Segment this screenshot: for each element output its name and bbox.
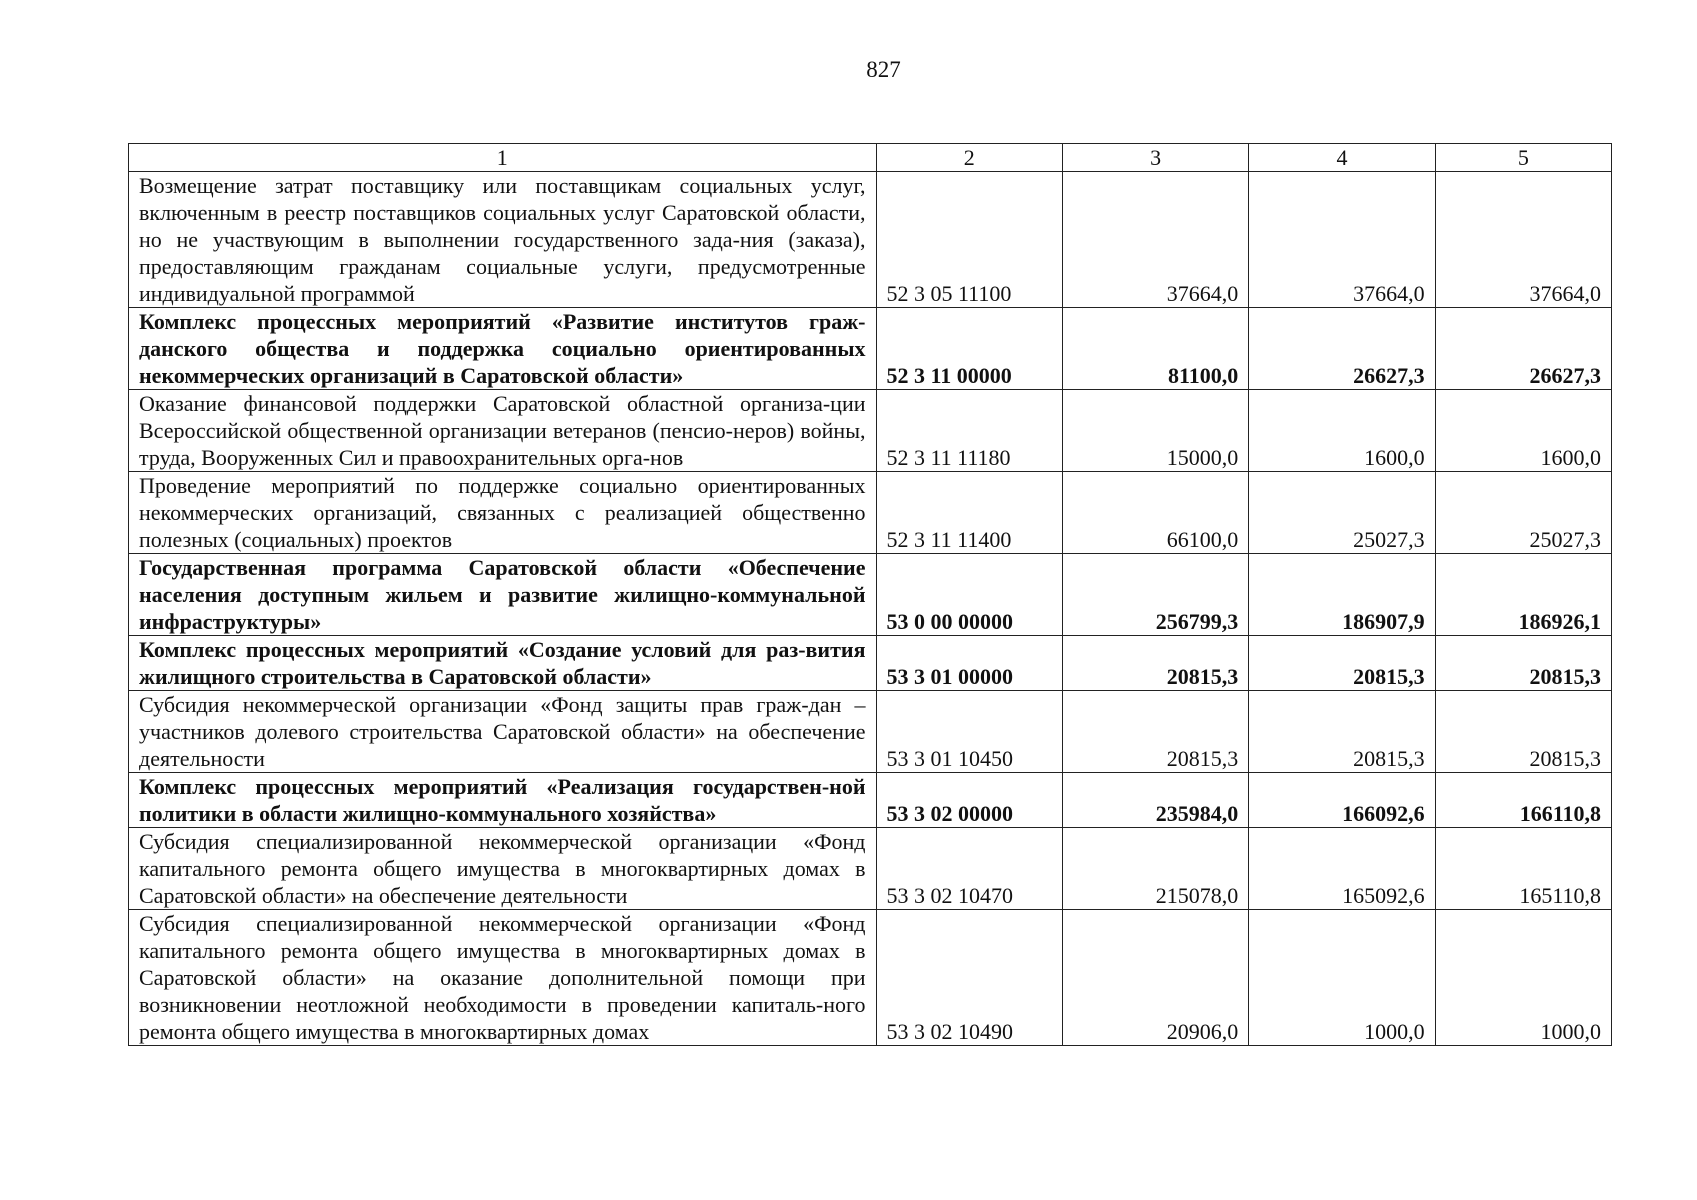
row-description: Оказание финансовой поддержки Саратовской областной организа-ции Всероссийской общественной организации ветеранов (пенсио-неров) войны, труда, Вооруженных Сил и правоохранительных орга-нов (129, 390, 877, 472)
table-body (129, 172, 1612, 1046)
row-value-col3: 81100,0 (1062, 308, 1248, 390)
column-header: 5 (1435, 144, 1611, 172)
row-value-col4: 1600,0 (1249, 390, 1435, 472)
row-code: 52 3 11 11180 (876, 390, 1062, 472)
row-value-col5: 20815,3 (1435, 636, 1611, 691)
row-code: 52 3 11 11400 (876, 472, 1062, 554)
table-row (129, 691, 1612, 773)
row-value-col3: 15000,0 (1062, 390, 1248, 472)
table-row (129, 172, 1612, 308)
row-description: Субсидия специализированной некоммерческой организации «Фонд капитального ремонта общего имущества в многоквартирных домах в Саратовской области» на оказание дополнительной помощи при возникновении неотложной необходимости в проведении капиталь-ного ремонта общего имущества в многоквартирных домах (129, 910, 877, 1046)
row-value-col4: 37664,0 (1249, 172, 1435, 308)
row-code: 52 3 11 00000 (876, 308, 1062, 390)
row-value-col3: 215078,0 (1062, 828, 1248, 910)
row-code: 53 3 02 10490 (876, 910, 1062, 1046)
row-value-col4: 165092,6 (1249, 828, 1435, 910)
row-value-col5: 166110,8 (1435, 773, 1611, 828)
row-code: 53 3 02 10470 (876, 828, 1062, 910)
table-row (129, 554, 1612, 636)
row-description: Возмещение затрат поставщику или поставщикам социальных услуг, включенным в реестр поставщиков социальных услуг Саратовской области, но не участвующим в выполнении государственного зада-ния (заказа), предоставляющим гражданам социальные услуги, предусмотренные индивидуальной программой (129, 172, 877, 308)
row-value-col3: 20815,3 (1062, 636, 1248, 691)
row-value-col4: 25027,3 (1249, 472, 1435, 554)
row-value-col3: 20906,0 (1062, 910, 1248, 1046)
budget-table (128, 143, 1612, 1046)
table-row (129, 910, 1612, 1046)
table-row (129, 828, 1612, 910)
row-value-col3: 256799,3 (1062, 554, 1248, 636)
row-value-col5: 37664,0 (1435, 172, 1611, 308)
row-description: Комплекс процессных мероприятий «Создание условий для раз-вития жилищного строительства в Саратовской области» (129, 636, 877, 691)
row-value-col4: 20815,3 (1249, 636, 1435, 691)
row-description: Комплекс процессных мероприятий «Развитие институтов граж-данского общества и поддержка социально ориентированных некоммерческих организаций в Саратовской области» (129, 308, 877, 390)
row-value-col5: 25027,3 (1435, 472, 1611, 554)
row-value-col4: 20815,3 (1249, 691, 1435, 773)
row-code: 53 3 01 10450 (876, 691, 1062, 773)
table-row (129, 472, 1612, 554)
row-value-col5: 165110,8 (1435, 828, 1611, 910)
column-header: 4 (1249, 144, 1435, 172)
row-code: 52 3 05 11100 (876, 172, 1062, 308)
column-header: 2 (876, 144, 1062, 172)
row-value-col5: 20815,3 (1435, 691, 1611, 773)
column-header: 1 (129, 144, 877, 172)
row-value-col4: 26627,3 (1249, 308, 1435, 390)
table-row (129, 773, 1612, 828)
row-value-col3: 66100,0 (1062, 472, 1248, 554)
row-code: 53 3 01 00000 (876, 636, 1062, 691)
row-code: 53 0 00 00000 (876, 554, 1062, 636)
row-value-col4: 186907,9 (1249, 554, 1435, 636)
table-header-row (129, 144, 1612, 172)
row-description: Субсидия специализированной некоммерческой организации «Фонд капитального ремонта общего имущества в многоквартирных домах в Саратовской области» на обеспечение деятельности (129, 828, 877, 910)
row-value-col3: 235984,0 (1062, 773, 1248, 828)
row-description: Комплекс процессных мероприятий «Реализация государствен-ной политики в области жилищно-коммунального хозяйства» (129, 773, 877, 828)
row-description: Государственная программа Саратовской области «Обеспечение населения доступным жильем и развитие жилищно-коммунальной инфраструктуры» (129, 554, 877, 636)
row-description: Проведение мероприятий по поддержке социально ориентированных некоммерческих организаций, связанных с реализацией общественно полезных (социальных) проектов (129, 472, 877, 554)
row-value-col4: 166092,6 (1249, 773, 1435, 828)
row-value-col5: 1000,0 (1435, 910, 1611, 1046)
table-row (129, 390, 1612, 472)
table-row (129, 636, 1612, 691)
row-code: 53 3 02 00000 (876, 773, 1062, 828)
row-value-col3: 37664,0 (1062, 172, 1248, 308)
row-value-col5: 186926,1 (1435, 554, 1611, 636)
column-header: 3 (1062, 144, 1248, 172)
row-description: Субсидия некоммерческой организации «Фонд защиты прав граж-дан – участников долевого строительства Саратовской области» на обеспечение деятельности (129, 691, 877, 773)
row-value-col5: 26627,3 (1435, 308, 1611, 390)
row-value-col4: 1000,0 (1249, 910, 1435, 1046)
page-number: 827 (866, 57, 901, 82)
table-row (129, 308, 1612, 390)
row-value-col3: 20815,3 (1062, 691, 1248, 773)
row-value-col5: 1600,0 (1435, 390, 1611, 472)
